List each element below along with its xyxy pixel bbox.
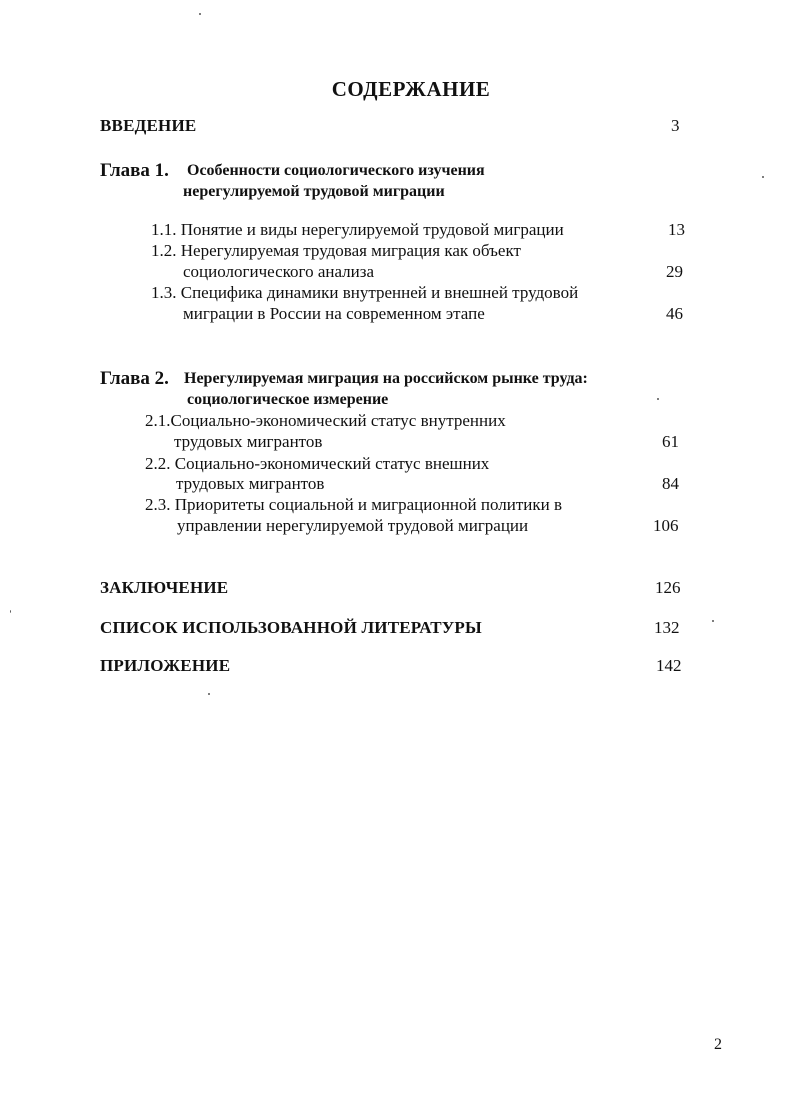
scan-speck (208, 693, 210, 695)
bibliography-page: 132 (654, 618, 680, 637)
appendix-label: ПРИЛОЖЕНИЕ (100, 656, 231, 675)
scan-speck (762, 176, 764, 178)
conclusion-page: 126 (655, 578, 681, 597)
section-2-3-line-2: управлении нерегулируемой трудовой миграции (177, 516, 529, 535)
chapter-2-title-line-2: социологическое измерение (187, 391, 389, 408)
section-1-1-line-1: 1.1. Понятие и виды нерегулируемой трудовой миграции (151, 220, 564, 239)
section-1-3-line-2: миграции в России на современном этапе (183, 304, 485, 323)
section-1-2-line-1: 1.2. Нерегулируемая трудовая миграция как объект (151, 241, 521, 260)
section-1-1-page: 13 (668, 220, 685, 239)
section-2-3-line-1: 2.3. Приоритеты социальной и миграционной политики в (145, 495, 562, 514)
section-1-3-page: 46 (666, 304, 683, 323)
chapter-1-title-line-1: Особенности социологического изучения (187, 162, 485, 179)
conclusion-label: ЗАКЛЮЧЕНИЕ (100, 578, 229, 597)
section-2-3-page: 106 (653, 516, 679, 535)
chapter-1-label: Глава 1. (100, 160, 169, 181)
section-2-2-line-1: 2.2. Социально-экономический статус внешних (145, 454, 490, 473)
bibliography-label: СПИСОК ИСПОЛЬЗОВАННОЙ ЛИТЕРАТУРЫ (100, 618, 482, 637)
section-2-2-line-2: трудовых мигрантов (176, 474, 325, 493)
section-1-2-page: 29 (666, 262, 683, 281)
intro-page: 3 (671, 116, 680, 135)
section-1-2-line-2: социологического анализа (183, 262, 375, 281)
chapter-2-title-line-1: Нерегулируемая миграция на российском рынке труда: (184, 370, 588, 387)
chapter-1-title-line-2: нерегулируемой трудовой миграции (183, 183, 445, 200)
intro-label: ВВЕДЕНИЕ (100, 116, 197, 135)
scan-speck (657, 398, 659, 400)
scan-speck (199, 13, 201, 15)
section-2-1-line-1: 2.1.Социально-экономический статус внутренних (145, 411, 506, 430)
toc-title: СОДЕРЖАНИЕ (331, 77, 491, 101)
page-number: 2 (714, 1036, 722, 1053)
chapter-2-label: Глава 2. (100, 368, 169, 389)
section-1-3-line-1: 1.3. Специфика динамики внутренней и внешней трудовой (151, 283, 579, 302)
section-2-2-page: 84 (662, 474, 679, 493)
scan-speck (10, 610, 11, 613)
section-2-1-page: 61 (662, 432, 679, 451)
scan-speck (712, 620, 714, 622)
appendix-page: 142 (656, 656, 682, 675)
section-2-1-line-2: трудовых мигрантов (174, 432, 323, 451)
